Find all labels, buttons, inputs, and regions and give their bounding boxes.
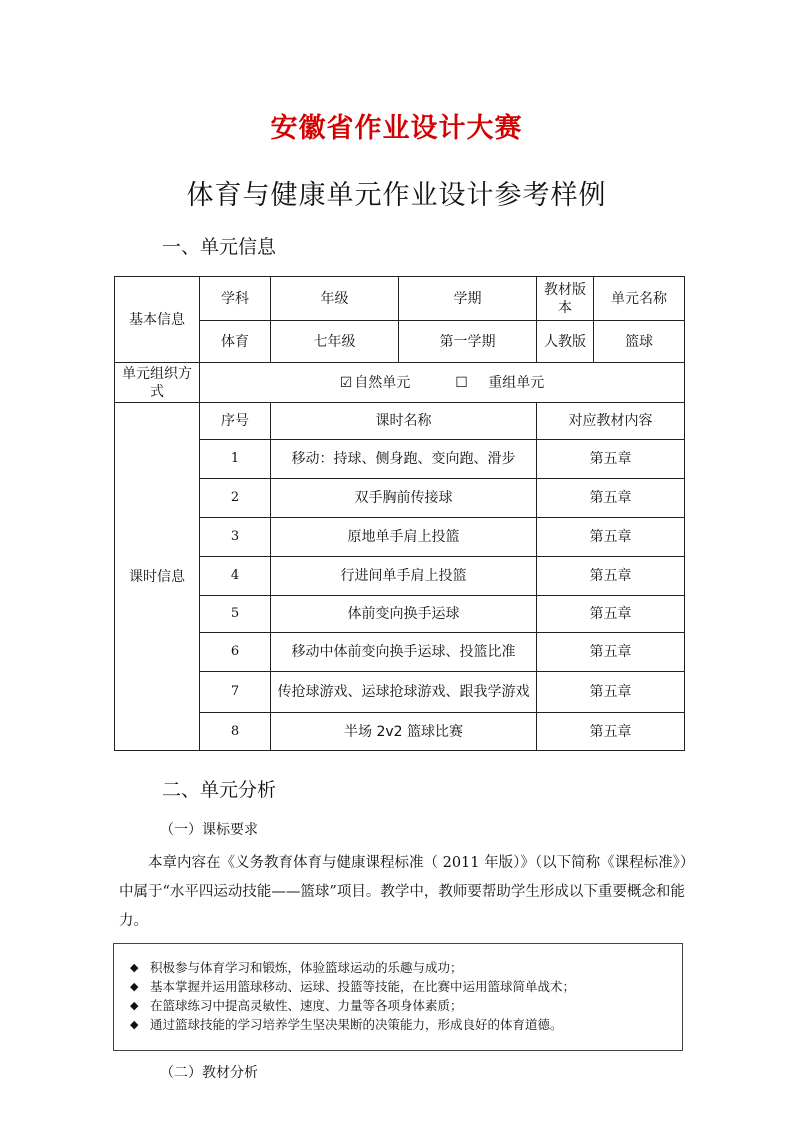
section-heading-unit-info: 一、单元信息 [162,236,277,258]
value-cell: 七年级 [271,321,399,363]
header-cell: 年级 [271,277,399,321]
basic-info-label: 基本信息 [115,277,200,363]
list-item: ◆ 积极参与体育学习和锻炼，体验篮球运动的乐趣与成功； [130,960,463,975]
table-row [115,277,685,321]
unchecked-checkbox-icon[interactable]: ☐ [455,374,468,391]
lesson-name: 体前变向换手运球 [271,596,537,633]
diamond-bullet-icon: ◆ [130,1018,139,1031]
header-cell: 教材版本 [537,277,594,321]
lesson-content: 第五章 [537,440,685,479]
value-cell: 人教版 [537,321,594,363]
lesson-number: 2 [200,479,271,518]
diamond-bullet-icon: ◆ [130,999,139,1012]
table-row [115,321,685,363]
lesson-name: 双手胸前传接球 [271,479,537,518]
header-cell: 学科 [200,277,271,321]
table-row [115,596,685,633]
org-options [200,363,685,403]
document-subtitle: 体育与健康单元作业设计参考样例 [186,180,607,211]
lesson-number: 1 [200,440,271,479]
value-cell: 篮球 [594,321,685,363]
header-cell: 序号 [200,403,271,440]
document-title: 安徽省作业设计大赛 [270,113,523,144]
section-heading-unit-analysis: 二、单元分析 [162,779,277,801]
header-cell: 对应教材内容 [537,403,685,440]
lesson-content: 第五章 [537,596,685,633]
subsection-heading-textbook: （二）教材分析 [160,1065,258,1081]
lesson-number: 5 [200,596,271,633]
lesson-content: 第五章 [537,672,685,713]
table-row [115,672,685,713]
lesson-content: 第五章 [537,633,685,672]
option-label: 自然单元 [354,374,411,391]
diamond-bullet-icon: ◆ [130,961,139,974]
curriculum-paragraph: 本章内容在《义务教育体育与健康课程标准（ 2011 年版）》（以下简称《课程标准》）中属于“水平四运动技能——篮球”项目。教学中，教师要帮助学生形成以下重要概念和能力。 [119,855,688,929]
key-concepts-box [113,943,683,1051]
header-cell: 课时名称 [271,403,537,440]
checked-checkbox-icon[interactable]: ☑ [339,374,353,391]
subsection-heading-curriculum: （一）课标要求 [160,822,258,838]
lesson-content: 第五章 [537,518,685,557]
table-row [115,557,685,596]
header-cell: 单元名称 [594,277,685,321]
header-cell: 学期 [399,277,537,321]
table-row [115,713,685,751]
lesson-number: 6 [200,633,271,672]
list-item: ◆ 基本掌握并运用篮球移动、运球、投篮等技能，在比赛中运用篮球简单战术； [130,979,576,994]
lesson-content: 第五章 [537,557,685,596]
table-row [115,479,685,518]
org-label: 单元组织方式 [115,363,200,403]
lesson-content: 第五章 [537,713,685,751]
lesson-name: 半场 2v2 篮球比赛 [271,713,537,751]
list-item: ◆ 在篮球练习中提高灵敏性、速度、力量等各项身体素质； [130,998,463,1013]
unit-info-table [114,276,685,751]
lesson-name: 移动：持球、侧身跑、变向跑、滑步 [271,440,537,479]
lesson-number: 7 [200,672,271,713]
table-row [115,363,685,403]
lesson-number: 4 [200,557,271,596]
lesson-number: 3 [200,518,271,557]
table-row [115,440,685,479]
lesson-name: 传抢球游戏、运球抢球游戏、跟我学游戏 [271,672,537,713]
table-row [115,403,685,440]
lesson-name: 原地单手肩上投篮 [271,518,537,557]
value-cell: 体育 [200,321,271,363]
lesson-name: 移动中体前变向换手运球、投篮比准 [271,633,537,672]
value-cell: 第一学期 [399,321,537,363]
lesson-content: 第五章 [537,479,685,518]
lesson-info-label: 课时信息 [115,403,200,751]
lesson-name: 行进间单手肩上投篮 [271,557,537,596]
diamond-bullet-icon: ◆ [130,980,139,993]
table-row [115,633,685,672]
table-row [115,518,685,557]
lesson-number: 8 [200,713,271,751]
list-item: ◆ 通过篮球技能的学习培养学生坚决果断的决策能力，形成良好的体育道德。 [130,1017,563,1032]
option-label: 重组单元 [488,374,545,391]
